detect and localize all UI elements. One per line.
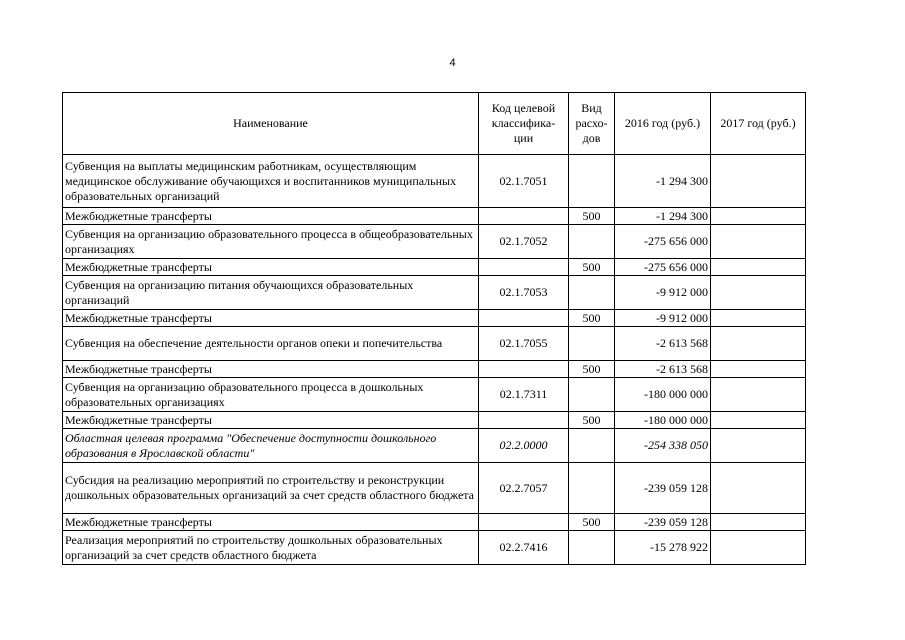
- row-name: Межбюджетные трансферты: [63, 514, 479, 531]
- row-amount-2016: -1 294 300: [615, 155, 711, 208]
- row-kind: 500: [569, 412, 615, 429]
- row-name: Субвенция на организацию образовательного процесса в дошкольных образовательных организациях: [63, 378, 479, 412]
- row-code: 02.2.7057: [479, 463, 569, 514]
- header-kind: Вид расхо-дов: [569, 93, 615, 155]
- row-code: [479, 514, 569, 531]
- row-name: Межбюджетные трансферты: [63, 361, 479, 378]
- header-2016: 2016 год (руб.): [615, 93, 711, 155]
- row-amount-2016: -239 059 128: [615, 514, 711, 531]
- row-code: [479, 310, 569, 327]
- table-row: [63, 276, 806, 310]
- row-code: [479, 208, 569, 225]
- table-row: [63, 514, 806, 531]
- row-amount-2017: [711, 327, 806, 361]
- row-kind: [569, 155, 615, 208]
- row-code: 02.1.7051: [479, 155, 569, 208]
- row-amount-2017: [711, 463, 806, 514]
- row-amount-2017: [711, 531, 806, 565]
- row-name: Субсидия на реализацию мероприятий по строительству и реконструкции дошкольных образовательных организаций за счет средств областного бюджета: [63, 463, 479, 514]
- row-kind: [569, 463, 615, 514]
- row-amount-2017: [711, 259, 806, 276]
- row-amount-2016: -9 912 000: [615, 310, 711, 327]
- page-number: 4: [449, 57, 456, 69]
- row-kind: 500: [569, 514, 615, 531]
- row-kind: 500: [569, 259, 615, 276]
- row-amount-2016: -180 000 000: [615, 378, 711, 412]
- table-row: [63, 378, 806, 412]
- row-code: 02.2.0000: [479, 429, 569, 463]
- row-amount-2016: -275 656 000: [615, 225, 711, 259]
- table-row: [63, 225, 806, 259]
- row-amount-2017: [711, 412, 806, 429]
- row-amount-2016: -2 613 568: [615, 327, 711, 361]
- row-name: Субвенция на организацию питания обучающихся образовательных организаций: [63, 276, 479, 310]
- row-amount-2016: -2 613 568: [615, 361, 711, 378]
- row-code: 02.1.7311: [479, 378, 569, 412]
- row-code: 02.1.7053: [479, 276, 569, 310]
- table-row: [63, 155, 806, 208]
- row-name: Реализация мероприятий по строительству дошкольных образовательных организаций за счет средств областного бюджета: [63, 531, 479, 565]
- row-kind: 500: [569, 208, 615, 225]
- row-name: Межбюджетные трансферты: [63, 208, 479, 225]
- row-kind: 500: [569, 361, 615, 378]
- table-row: [63, 531, 806, 565]
- row-name: Межбюджетные трансферты: [63, 412, 479, 429]
- row-amount-2017: [711, 378, 806, 412]
- row-kind: 500: [569, 310, 615, 327]
- row-name: Областная целевая программа "Обеспечение доступности дошкольного образования в Ярославской области": [63, 429, 479, 463]
- header-row: [63, 93, 806, 155]
- row-amount-2017: [711, 361, 806, 378]
- row-kind: [569, 276, 615, 310]
- table-body: [63, 155, 806, 565]
- table-row: [63, 208, 806, 225]
- table-row: [63, 310, 806, 327]
- budget-table: [62, 92, 806, 565]
- header-2017: 2017 год (руб.): [711, 93, 806, 155]
- row-amount-2017: [711, 225, 806, 259]
- row-amount-2016: -180 000 000: [615, 412, 711, 429]
- header-code: Код целевой классифика-ции: [479, 93, 569, 155]
- table-row: [63, 463, 806, 514]
- row-amount-2016: -15 278 922: [615, 531, 711, 565]
- row-amount-2016: -1 294 300: [615, 208, 711, 225]
- row-code: [479, 361, 569, 378]
- row-amount-2017: [711, 208, 806, 225]
- row-code: 02.1.7055: [479, 327, 569, 361]
- row-name: Субвенция на организацию образовательного процесса в общеобразовательных организациях: [63, 225, 479, 259]
- row-code: [479, 259, 569, 276]
- table-row: [63, 429, 806, 463]
- row-kind: [569, 327, 615, 361]
- row-name: Субвенция на выплаты медицинским работникам, осуществляющим медицинское обслуживание обучающихся и воспитанников муниципальных образовательных организаций: [63, 155, 479, 208]
- row-kind: [569, 531, 615, 565]
- row-amount-2016: -275 656 000: [615, 259, 711, 276]
- row-amount-2017: [711, 155, 806, 208]
- row-amount-2016: -239 059 128: [615, 463, 711, 514]
- header-name: Наименование: [63, 93, 479, 155]
- row-amount-2016: -9 912 000: [615, 276, 711, 310]
- row-amount-2017: [711, 276, 806, 310]
- row-name: Субвенция на обеспечение деятельности органов опеки и попечительства: [63, 327, 479, 361]
- row-amount-2017: [711, 514, 806, 531]
- row-code: 02.1.7052: [479, 225, 569, 259]
- table-row: [63, 259, 806, 276]
- row-amount-2017: [711, 429, 806, 463]
- row-code: [479, 412, 569, 429]
- row-kind: [569, 378, 615, 412]
- row-kind: [569, 429, 615, 463]
- row-name: Межбюджетные трансферты: [63, 310, 479, 327]
- row-amount-2017: [711, 310, 806, 327]
- row-name: Межбюджетные трансферты: [63, 259, 479, 276]
- row-kind: [569, 225, 615, 259]
- row-amount-2016: -254 338 050: [615, 429, 711, 463]
- row-code: 02.2.7416: [479, 531, 569, 565]
- table-row: [63, 412, 806, 429]
- table-row: [63, 361, 806, 378]
- table-row: [63, 327, 806, 361]
